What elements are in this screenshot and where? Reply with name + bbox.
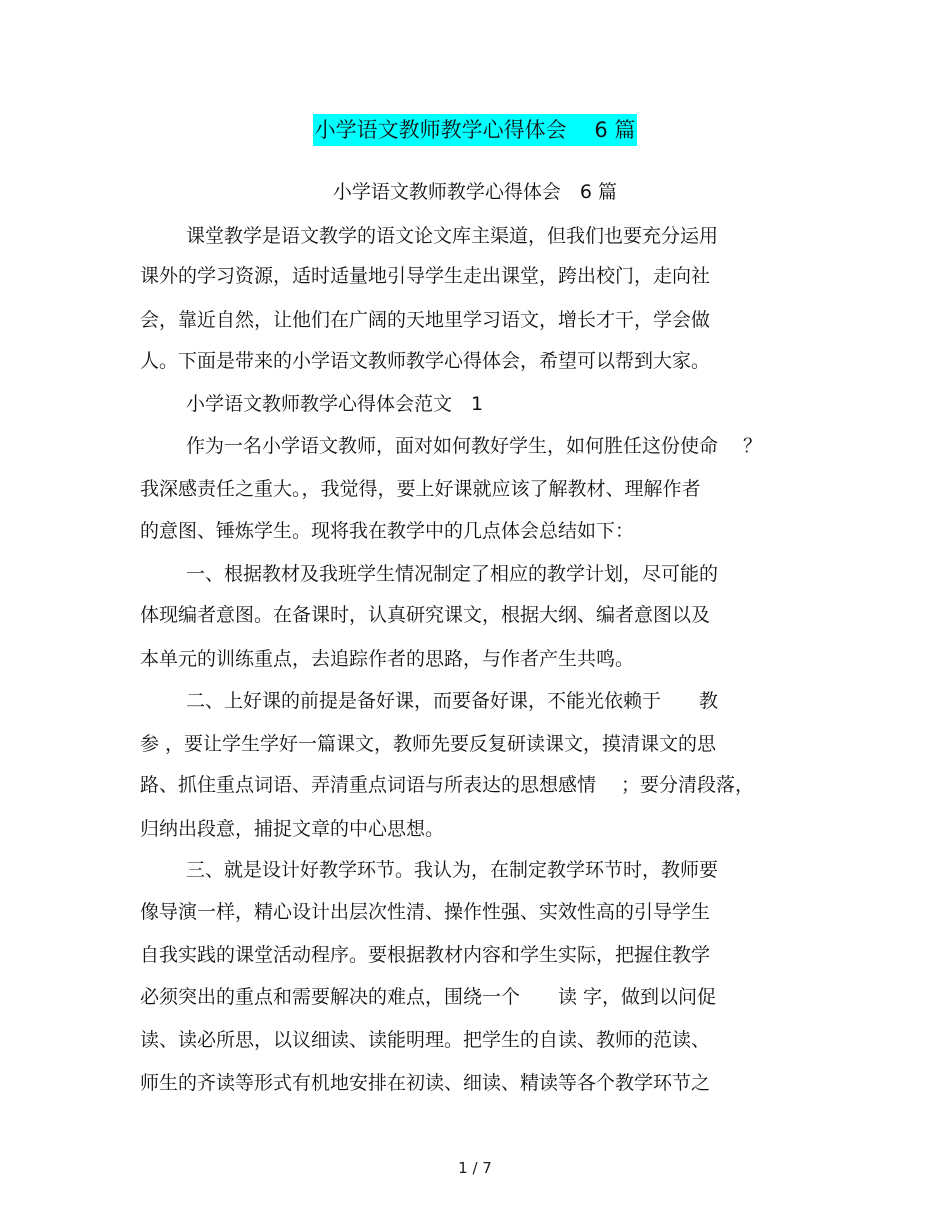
paragraph-line: 路、抓住重点词语、弄清重点词语与所表达的思想感情 ；要分清段落， xyxy=(140,774,755,796)
paragraph-line: 参 ，要让学生学好一篇课文，教师先要反复研读课文，摸清课文的思 xyxy=(140,733,717,755)
paragraph-line: 读、读必所思，以议细读、读能明理。把学生的自读、教师的范读、 xyxy=(140,1029,711,1051)
document-subtitle: 小学语文教师教学心得体会 6 篇 xyxy=(332,181,618,203)
paragraph-line: 人。下面是带来的小学语文教师教学心得体会，希望可以帮到大家。 xyxy=(140,350,711,372)
paragraph-line: 会，靠近自然，让他们在广阔的天地里学习语文，增长才干，学会做 xyxy=(140,309,711,331)
paragraph-line: 课外的学习资源，适时适量地引导学生走出课堂，跨出校门，走向社 xyxy=(140,265,711,287)
paragraph-line: 的意图、锤炼学生。现将我在教学中的几点体会总结如下： xyxy=(140,520,635,542)
paragraph-line: 本单元的训练重点，去追踪作者的思路，与作者产生共鸣。 xyxy=(140,648,635,670)
paragraph-line: 课堂教学是语文教学的语文论文库主渠道，但我们也要充分运用 xyxy=(186,225,719,247)
paragraph-line: 师生的齐读等形式有机地安排在初读、细读、精读等各个教学环节之 xyxy=(140,1072,711,1094)
document-title: 小学语文教师教学心得体会 6 篇 xyxy=(313,114,638,146)
paragraph-line: 自我实践的课堂活动程序。要根据教材内容和学生实际，把握住教学 xyxy=(140,944,711,966)
paragraph-line: 作为一名小学语文教师，面对如何教好学生，如何胜任这份使命 ？ xyxy=(186,435,763,457)
paragraph-line: 一、根据教材及我班学生情况制定了相应的教学计划，尽可能的 xyxy=(186,563,719,585)
title-container xyxy=(0,114,950,146)
paragraph-line: 体现编者意图。在备课时，认真研究课文，根据大纲、编者意图以及 xyxy=(140,604,711,626)
paragraph-line: 三、就是设计好教学环节。我认为，在制定教学环节时，教师要 xyxy=(186,859,719,881)
paragraph-line: 二、上好课的前提是备好课，而要备好课，不能光依赖于 教 xyxy=(186,690,719,712)
page-indicator: 1 / 7 xyxy=(458,1159,492,1177)
paragraph-line: 像导演一样，精心设计出层次性清、操作性强、实效性高的引导学生 xyxy=(140,901,711,923)
paragraph-line: 我深感责任之重大。，我觉得，要上好课就应该了解教材、理解作者 xyxy=(140,478,701,500)
paragraph-line: 必须突出的重点和需要解决的难点，围绕一个 读 字，做到以问促 xyxy=(140,986,717,1008)
paragraph-line: 归纳出段意，捕捉文章的中心思想。 xyxy=(140,818,445,840)
section-heading: 小学语文教师教学心得体会范文 1 xyxy=(186,393,484,415)
